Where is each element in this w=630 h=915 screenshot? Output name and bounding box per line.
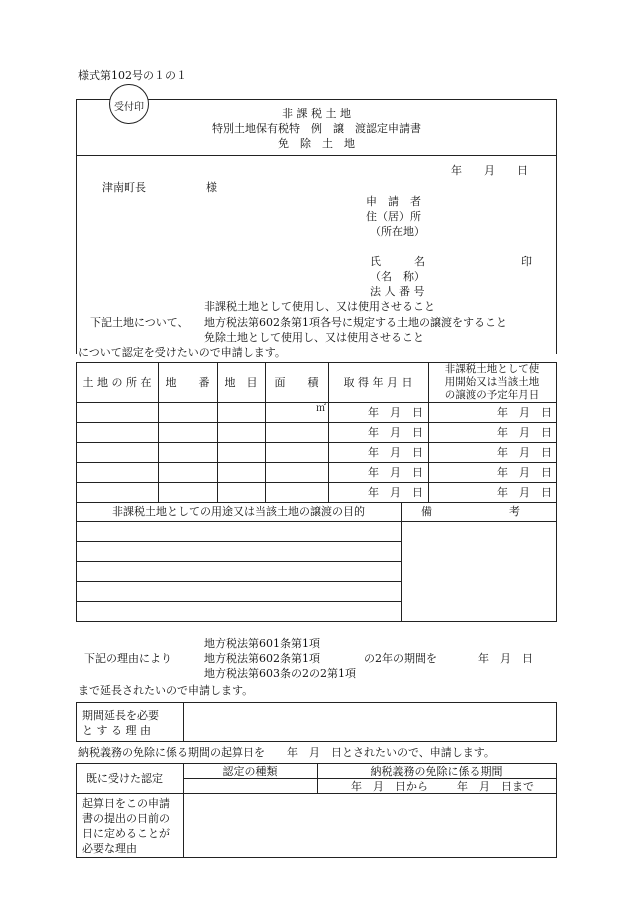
remarks-header: 備 考: [421, 505, 520, 518]
start-reason-line-4: 必要な理由: [82, 842, 137, 855]
request-prefix: 下記土地について、: [90, 316, 189, 329]
request-option-1: 非課税土地として使用し、又は使用させること: [204, 300, 435, 313]
header-use-start-line-3: の譲渡の予定年月日: [444, 389, 540, 401]
honorific: 様: [206, 181, 217, 194]
extension-law-1: 地方税法第601条第1項: [204, 637, 320, 650]
cert-type-header: 認定の種類: [222, 765, 278, 778]
extension-reason-label-2: と す る 理 由: [82, 724, 151, 737]
extension-reason-label-1: 期間延長を必要: [82, 709, 159, 722]
header-lot-number: 地 番: [165, 376, 210, 389]
header-acquired-date: 取 得 年 月 日: [343, 376, 413, 389]
use-start-date-row-5[interactable]: 年 月 日: [497, 486, 552, 499]
use-start-date-row-1[interactable]: 年 月 日: [497, 406, 552, 419]
title-divider: [76, 155, 557, 156]
request-option-3: 免除土地として使用し、又は使用させること: [204, 331, 424, 344]
title-line-2: 特別土地保有税特 例 譲 渡認定申請書: [212, 122, 421, 135]
use-start-date-row-3[interactable]: 年 月 日: [497, 446, 552, 459]
corp-name-label: （名 称）: [370, 270, 425, 283]
acquired-date-row-1[interactable]: 年 月 日: [368, 406, 423, 419]
period-to[interactable]: 年 月 日まで: [457, 780, 534, 793]
start-reason-field[interactable]: [184, 794, 556, 857]
header-use-start-line-1: 非課税土地として使: [444, 363, 540, 375]
purpose-header: 非課税土地としての用途又は当該土地の譲渡の目的: [112, 505, 365, 518]
extension-date[interactable]: 年 月 日: [478, 652, 533, 665]
header-land-category: 地 目: [224, 376, 258, 389]
seal-label: 印: [521, 255, 532, 268]
acquired-date-row-5[interactable]: 年 月 日: [368, 486, 423, 499]
extension-middle: の2年の期間を: [364, 652, 437, 665]
addressee: 津南町長: [102, 181, 146, 194]
applicant-label: 申 請 者: [366, 195, 421, 208]
extension-prefix: 下記の理由により: [84, 652, 172, 665]
acquired-date-row-3[interactable]: 年 月 日: [368, 446, 423, 459]
exemption-period-header: 納税義務の免除に係る期間: [370, 765, 503, 778]
received-cert-label: 既に受けた認定: [86, 772, 163, 785]
stamp-label: 受付印: [114, 102, 144, 113]
start-date-request: 納税義務の免除に係る期間の起算日を 年 月 日とされたいので、申請します。: [78, 746, 495, 759]
start-reason-line-2: 書の提出の日前の: [82, 812, 170, 825]
corp-number-label: 法 人 番 号: [370, 285, 425, 298]
acquired-date-row-2[interactable]: 年 月 日: [368, 426, 423, 439]
extension-reason-field[interactable]: [184, 703, 556, 741]
form-number: 様式第102号の１の１: [78, 69, 187, 82]
start-reason-line-3: 日に定めることが: [82, 827, 170, 840]
use-start-date-row-2[interactable]: 年 月 日: [497, 426, 552, 439]
extension-law-2: 地方税法第602条第1項: [204, 652, 320, 665]
acquired-date-row-4[interactable]: 年 月 日: [368, 466, 423, 479]
name-label: 氏 名: [370, 255, 425, 268]
extension-suffix: まで延長されたいので申請します。: [78, 684, 254, 697]
submission-date[interactable]: 年 月 日: [451, 164, 528, 177]
start-reason-line-1: 起算日をこの申請: [82, 797, 170, 810]
cert-type-field[interactable]: [184, 779, 316, 792]
location-label: （所在地）: [370, 225, 425, 238]
period-from[interactable]: 年 月 日から: [351, 780, 428, 793]
header-use-start-line-2: 用開始又は当該土地: [444, 376, 540, 388]
address-label: 住（居）所: [366, 210, 421, 223]
extension-law-3: 地方税法第603条の2の2第1項: [204, 667, 356, 680]
request-suffix: について認定を受けたいので申請します。: [78, 346, 286, 359]
header-area: 面 積: [274, 376, 319, 389]
area-unit: ㎡: [316, 403, 326, 414]
title-line-3: 免 除 土 地: [278, 137, 355, 150]
use-start-date-row-4[interactable]: 年 月 日: [497, 466, 552, 479]
header-location: 土 地 の 所 在: [82, 376, 152, 389]
request-option-2: 地方税法第602条第1項各号に規定する土地の譲渡をすること: [204, 316, 507, 329]
title-line-1: 非 課 税 土 地: [282, 107, 351, 120]
